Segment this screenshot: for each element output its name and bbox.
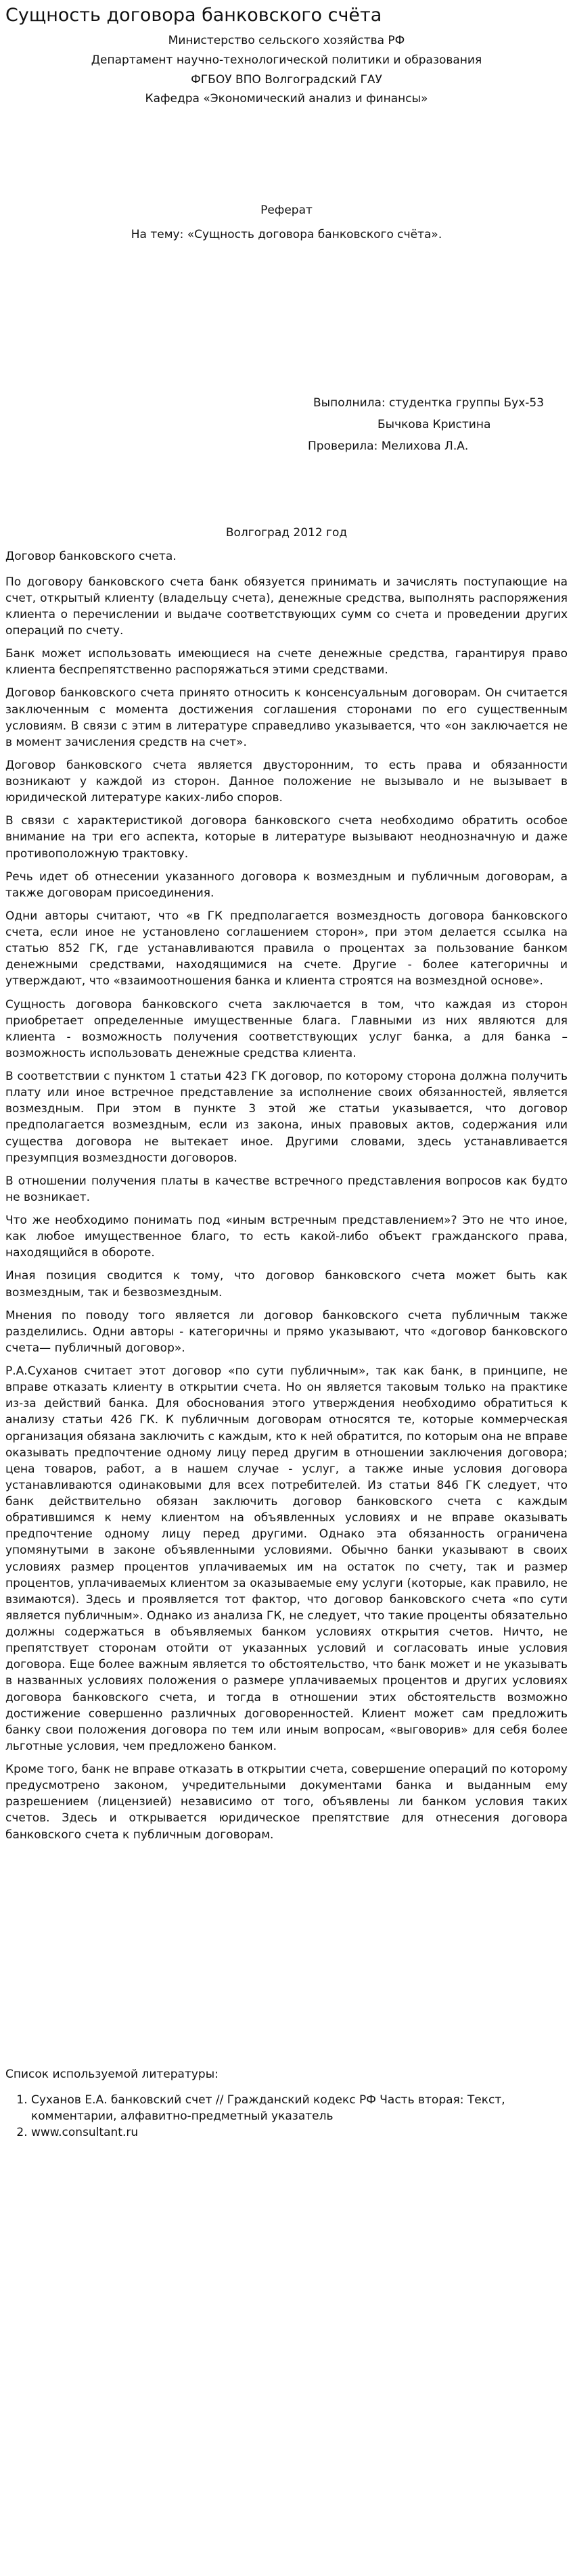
paragraph: По договору банковского счета банк обязуется принимать и зачислять поступающие на счет, открытый клиенту (владельцу счета), денежные средства, выполнять распоряжения клиента о перечислении и выдаче соответствующих сумм со счета и проведении других операций по счету.: [5, 575, 568, 638]
department-line: Департамент научно-технологической политики и образования: [91, 53, 482, 67]
paragraph: Что же необходимо понимать под «иным встречным представлением»? Это не что иное, как любое имущественное благо, то есть какой-либо объект гражданского права, находящийся в обороте.: [5, 1214, 568, 1260]
checked-by: Проверила: Мелихова Л.А.: [308, 439, 469, 454]
paragraph: Кроме того, банк не вправе отказать в открытии счета, совершение операций по которому предусмотрено законом, учредительными документами банка и выданным ему разрешением (лицензией) независимо от того, объявлены ли банком условия таких счетов. Здесь и открывается юридическое препятствие для отнесения договора банковского счета к публичным договорам.: [5, 1763, 568, 1842]
section-heading: Договор банковского счета.: [5, 549, 177, 563]
reference-item: 1. Суханов Е.А. банковский счет // Гражданский кодекс РФ Часть вторая: Текст, комментарии, алфавитно-предметный указатель: [31, 2092, 568, 2124]
performed-by: Выполнила: студентка группы Бух-53: [313, 396, 545, 410]
work-type: Реферат: [260, 204, 313, 218]
paragraph: Мнения по поводу того является ли договор банковского счета публичным также разделились. Одни авторы - категоричны и прямо указывают, что «договор банковского счета— публичный договор».: [5, 1308, 568, 1355]
work-topic: На тему: «Сущность договора банковского счёта».: [131, 228, 442, 242]
paragraph: В соответствии с пунктом 1 статьи 423 ГК договор, по которому сторона должна получить плату или иное встречное представление за исполнение своих обязанностей, является возмездным. При этом в пункте 3 этой же статьи указывается, что договор предполагается возмездным, если из закона, иных правовых актов, содержания или существа договора не вытекает иное. Другими словами, здесь устанавливается презумпция возмездности договоров.: [5, 1070, 568, 1165]
paragraph: В связи с характеристикой договора банковского счета необходимо обратить особое внимание на три его аспекта, которые в литературе вызывают неоднозначную и даже противоположную трактовку.: [5, 814, 568, 861]
paragraph: Р.А.Суханов считает этот договор «по сути публичным», так как банк, в принципе, не вправе отказать клиенту в открытии счета. Но он является таковым только на практике из-за действий банка. Для обоснования этого утверждения необходимо обратиться к анализу статьи 426 ГК. К публичным договорам относятся те, которые коммерческая организация обязана заключить с каждым, кто к ней обратится, по которым она не вправе оказывать предпочтение одному лицу перед другим в отношении заключения договора; цена товаров, работ, а в нашем случае - услуг, а также иные условия договора устанавливаются одинаковыми для всех потребителей. Из статьи 846 ГК следует, что банк действительно обязан заключить договор банковского счета с каждым обратившимся к нему клиентом на объявленных условиях и не вправе оказывать предпочтение одному лицу перед другими. Однако эта обязанность ограничена упомянутыми в законе объявленными условиями. Обычно банки указывают в своих условиях размер процентов уплачиваемых им на остаток по счету, так и размер процентов, уплачиваемых клиентом за оказываемые ему услуги (которые, как правило, не взимаются). Здесь и проявляется тот фактор, что договор банковского счета «по сути является публичным». Однако из анализа ГК, не следует, что такие проценты обязательно должны содержаться в объявляемых банком условиях открытия счетов. Ничто, не препятствует сторонам отойти от указанных условий и согласовать иные условия договора. Еще более важным является то обстоятельство, что банк может и не указывать в названных условиях положения о размере уплачиваемых процентов и других условиях договора банковского счета, и тогда в отношении этих обстоятельств возможно достижение совершенно различных договоренностей. Клиент может сам предложить банку свои положения договора по тем или иным вопросам, «выговорив» для себя более льготные условия, чем предложено банком.: [5, 1364, 568, 1753]
paragraph: Иная позиция сводится к тому, что договор банковского счета может быть как возмездным, так и безвозмездным.: [5, 1269, 568, 1299]
reference-link[interactable]: 2. www.consultant.ru: [31, 2124, 568, 2141]
ministry-line: Министерство сельского хозяйства РФ: [168, 33, 405, 47]
title-page-header: [5, 31, 568, 110]
paragraph: В отношении получения платы в качестве встречного представления вопросов как будто не возникает.: [5, 1174, 568, 1204]
references-title: Список используемой литературы:: [5, 2067, 219, 2081]
references-section: [5, 2066, 568, 2141]
chair-line: Кафедра «Экономический анализ и финансы»: [145, 92, 428, 106]
university-line: ФГБОУ ВПО Волгоградский ГАУ: [191, 72, 382, 87]
paragraph: Договор банковского счета является двусторонним, то есть права и обязанности возникают у каждой из сторон. Данное положение не вызывало и не вызывает в юридической литературе каких-либо споров.: [5, 758, 568, 805]
paragraph: Договор банковского счета принято относить к консенсуальным договорам. Он считается заключенным с момента достижения соглашения сторонами по его существенным условиям. В связи с этим в литературе справедливо указывается, что «он заключается не в момент зачисления средств на счет».: [5, 686, 568, 749]
document-title: Сущность договора банковского счёта: [5, 5, 382, 26]
paragraph: Одни авторы считают, что «в ГК предполагается возмездность договора банковского счета, если иное не установлено соглашением сторон», при этом делается ссылка на статью 852 ГК, где устанавливаются правила о процентах за пользование банком денежными средствами, находящимися на счете. Другие - более категоричны и утверждают, что «взаимоотношения банка и клиента строятся на возмездной основе».: [5, 909, 568, 988]
signers-block: [5, 392, 568, 458]
paragraph: Речь идет об отнесении указанного договора к возмездным и публичным договорам, а также договорам присоединения.: [5, 869, 568, 900]
paragraph: Банк может использовать имеющиеся на счете денежные средства, гарантируя право клиента беспрепятственно распоряжаться этими средствами.: [5, 647, 568, 677]
essay-body: [5, 548, 568, 1843]
document-page: [0, 4, 573, 2141]
references-list: [5, 2092, 568, 2141]
student-name: Бычкова Кристина: [377, 417, 491, 431]
paragraph: Сущность договора банковского счета заключается в том, что каждая из сторон приобретает определенные имущественные блага. Главными из них являются для клиента - возможность получения соответствующих услуг банка, а для банка – возможность использовать денежные средства клиента.: [5, 997, 568, 1060]
city-year: Волгоград 2012 год: [225, 526, 348, 540]
